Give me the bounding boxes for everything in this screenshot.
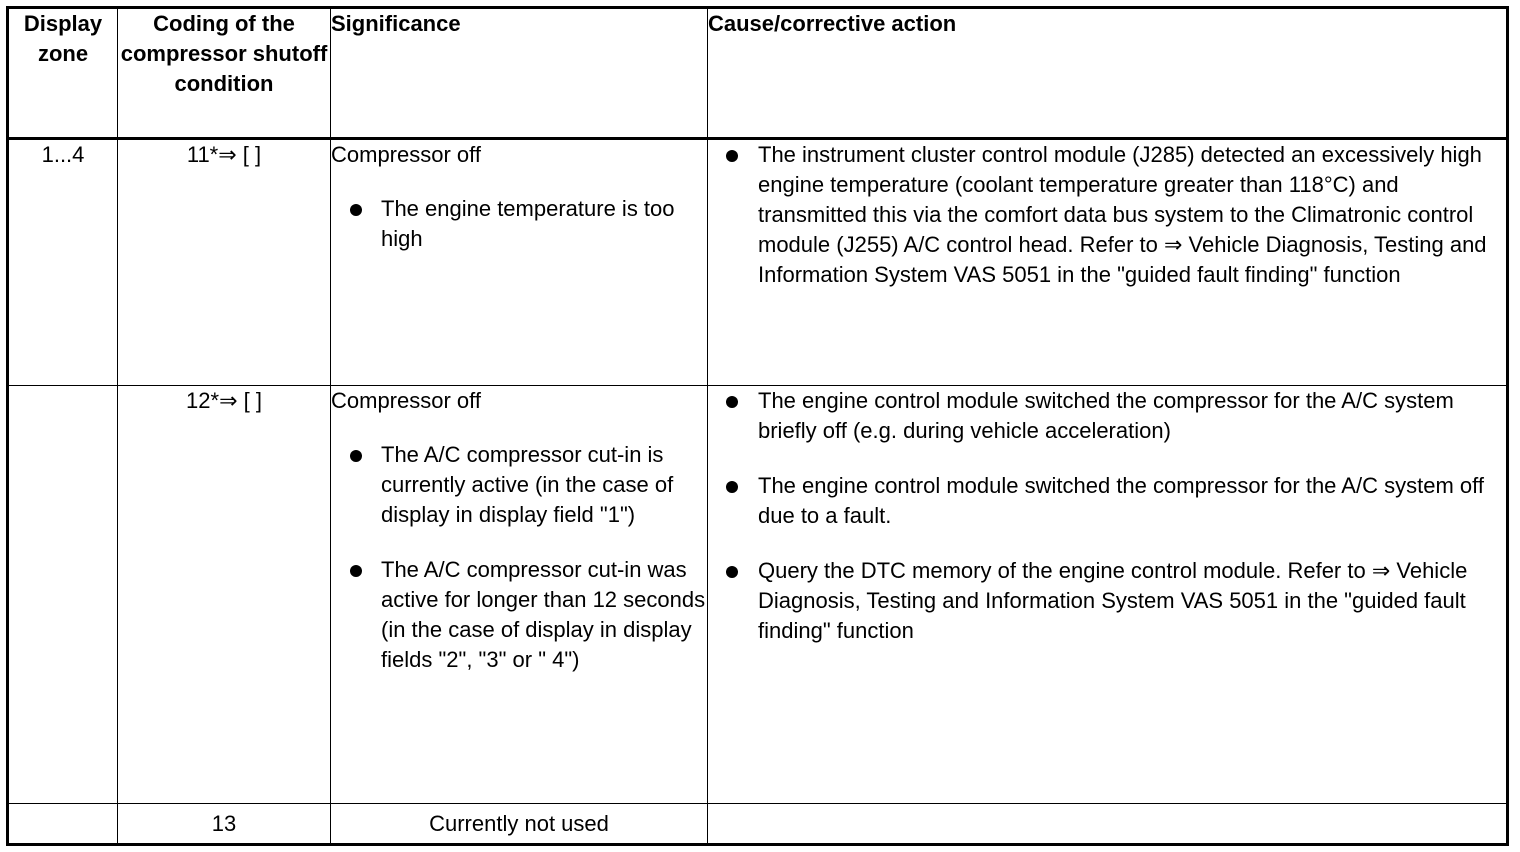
cause-bullet: The engine control module switched the compressor for the A/C system off due to a fault. <box>708 471 1506 531</box>
cell-display-zone: 1...4 <box>8 139 118 386</box>
header-coding: Coding of the compressor shutoff condition <box>118 8 331 139</box>
table-header-row <box>8 8 1508 139</box>
cause-list <box>708 386 1506 646</box>
cell-coding: 12*⇒ [ ] <box>118 386 331 804</box>
cell-cause <box>708 386 1508 804</box>
significance-bullet: The A/C compressor cut-in is currently active (in the case of display in display field "1") <box>331 440 707 530</box>
cell-cause <box>708 139 1508 386</box>
significance-title: Compressor off <box>331 388 481 413</box>
cell-significance <box>331 386 708 804</box>
cell-coding: 13 <box>118 804 331 845</box>
significance-list <box>331 440 707 675</box>
cell-significance <box>331 139 708 386</box>
table-row <box>8 804 1508 845</box>
table-row <box>8 386 1508 804</box>
cell-display-zone <box>8 804 118 845</box>
cell-cause <box>708 804 1508 845</box>
diagnostic-table <box>6 6 1509 846</box>
significance-title: Compressor off <box>331 142 481 167</box>
significance-list <box>331 194 707 254</box>
significance-bullet: The A/C compressor cut-in was active for longer than 12 seconds (in the case of display in display fields "2", "3" or " 4") <box>331 555 707 675</box>
header-display-zone: Display zone <box>8 8 118 139</box>
header-significance: Significance <box>331 8 708 139</box>
cell-significance: Currently not used <box>331 804 708 845</box>
cause-list <box>708 140 1506 290</box>
significance-bullet: The engine temperature is too high <box>331 194 707 254</box>
cause-bullet: The engine control module switched the compressor for the A/C system briefly off (e.g. during vehicle acceleration) <box>708 386 1506 446</box>
table-row <box>8 139 1508 386</box>
cell-display-zone <box>8 386 118 804</box>
cause-bullet: The instrument cluster control module (J285) detected an excessively high engine temperature (coolant temperature greater than 118°C) and transmitted this via the comfort data bus system to the Climatronic control module (J255) A/C control head. Refer to ⇒ Vehicle Diagnosis, Testing and Information System VAS 5051 in the "guided fault finding" function <box>708 140 1506 290</box>
cell-coding: 11*⇒ [ ] <box>118 139 331 386</box>
cause-bullet: Query the DTC memory of the engine control module. Refer to ⇒ Vehicle Diagnosis, Testing and Information System VAS 5051 in the "guided fault finding" function <box>708 556 1506 646</box>
header-cause: Cause/corrective action <box>708 8 1508 139</box>
